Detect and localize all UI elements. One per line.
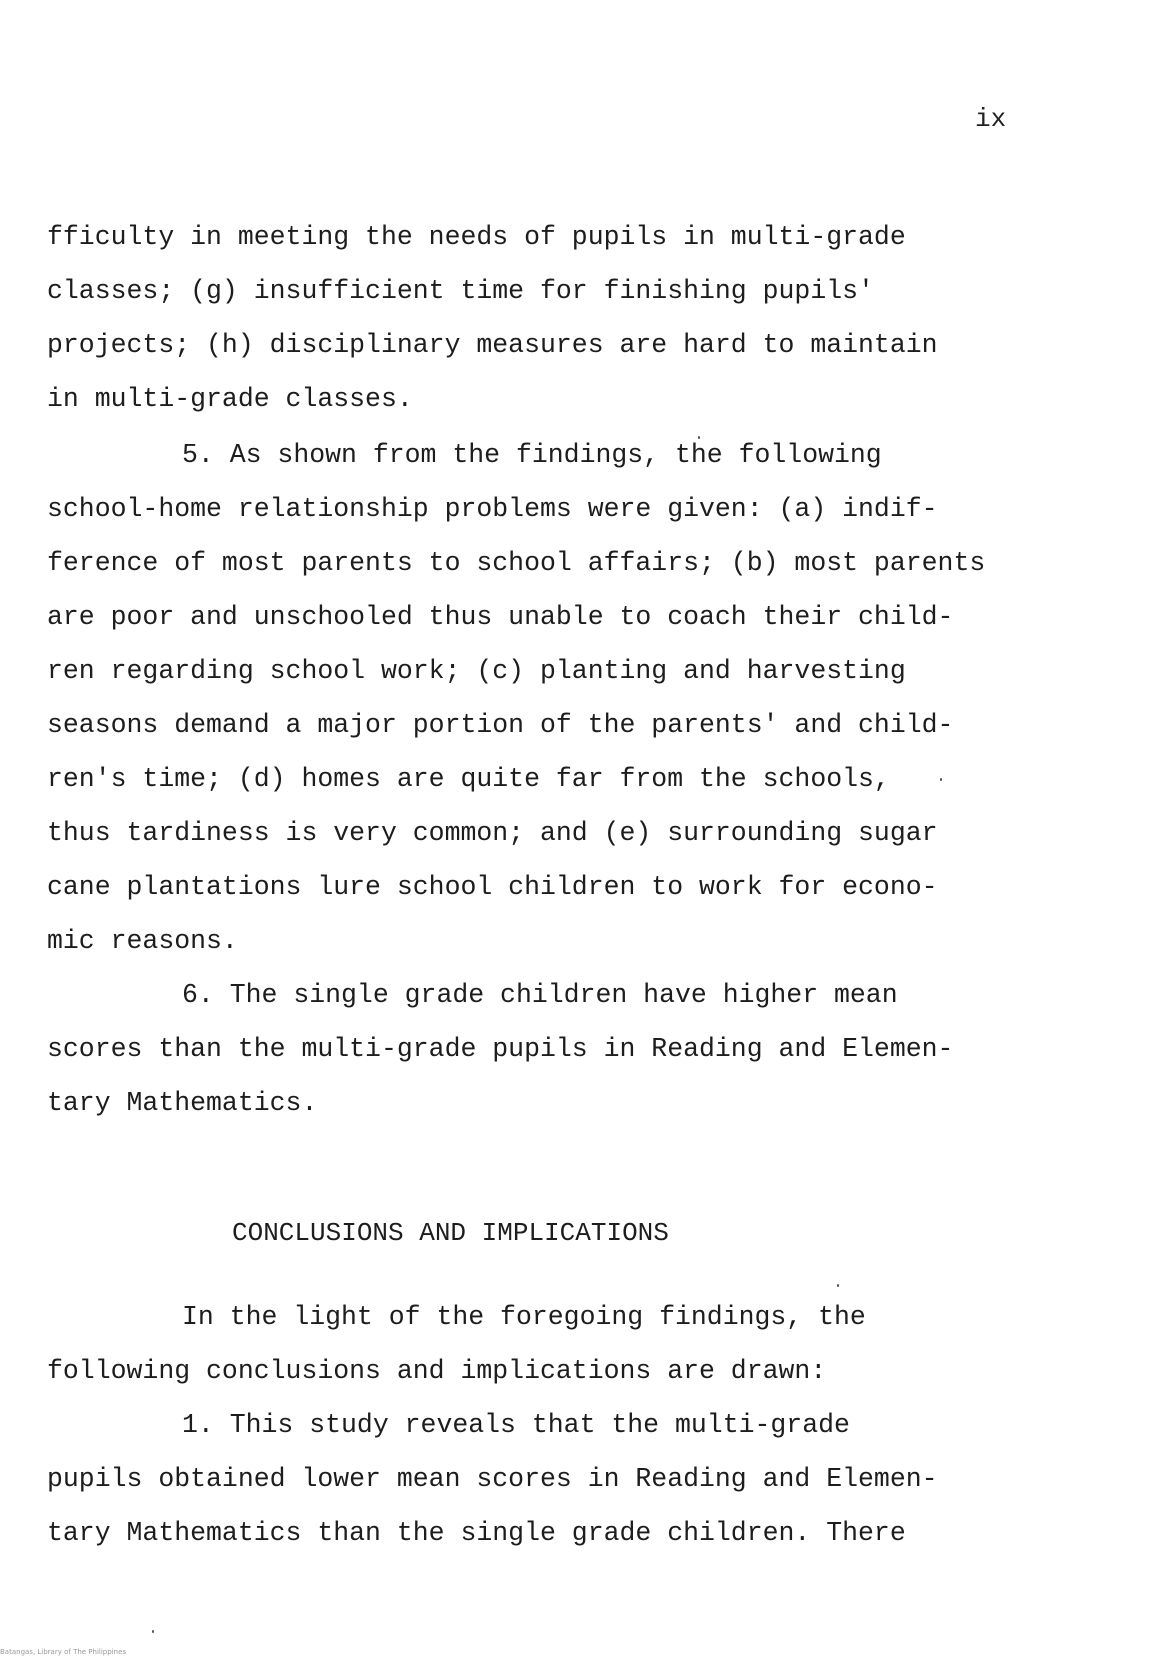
page-number: ix — [975, 104, 1007, 134]
finding-item-5-line: cane plantations lure school children to work for econo- — [47, 872, 938, 902]
intro-line: following conclusions and implications are drawn: — [47, 1356, 827, 1386]
finding-item-5-line: ren regarding school work; (c) planting and harvesting — [47, 656, 906, 686]
paragraph-line: in multi-grade classes. — [47, 384, 413, 414]
finding-item-5-line: thus tardiness is very common; and (e) surrounding sugar — [47, 818, 938, 848]
conclusion-1-line: tary Mathematics than the single grade children. There — [47, 1518, 906, 1548]
finding-item-5-line: seasons demand a major portion of the parents' and child- — [47, 710, 954, 740]
paragraph-line: fficulty in meeting the needs of pupils in multi-grade — [47, 222, 906, 252]
finding-item-6-line: tary Mathematics. — [47, 1088, 318, 1118]
scan-footer-text: Batangas, Library of The Philippines — [0, 1648, 127, 1656]
finding-item-5-line: mic reasons. — [47, 926, 238, 956]
finding-item-5-line: ren's time; (d) homes are quite far from the schools, — [47, 764, 890, 794]
conclusion-1-line: pupils obtained lower mean scores in Reading and Elemen- — [47, 1464, 938, 1494]
finding-item-5-line: ference of most parents to school affairs; (b) most parents — [47, 548, 986, 578]
paragraph-line: classes; (g) insufficient time for finishing pupils' — [47, 276, 874, 306]
scan-speck — [940, 778, 942, 781]
paragraph-line: projects; (h) disciplinary measures are hard to maintain — [47, 330, 938, 360]
conclusion-1-line: 1. This study reveals that the multi-grade — [182, 1410, 850, 1440]
intro-line: In the light of the foregoing findings, the — [182, 1302, 866, 1332]
finding-item-6-line: 6. The single grade children have higher mean — [182, 980, 898, 1010]
finding-item-6-line: scores than the multi-grade pupils in Reading and Elemen- — [47, 1034, 954, 1064]
scan-speck — [698, 436, 700, 439]
finding-item-5-line: 5. As shown from the findings, the following — [182, 440, 882, 470]
scan-speck — [152, 1630, 154, 1633]
finding-item-5-line: are poor and unschooled thus unable to coach their child- — [47, 602, 954, 632]
scan-speck — [837, 1284, 839, 1287]
section-heading: CONCLUSIONS AND IMPLICATIONS — [232, 1218, 669, 1248]
finding-item-5-line: school-home relationship problems were given: (a) indif- — [47, 494, 938, 524]
